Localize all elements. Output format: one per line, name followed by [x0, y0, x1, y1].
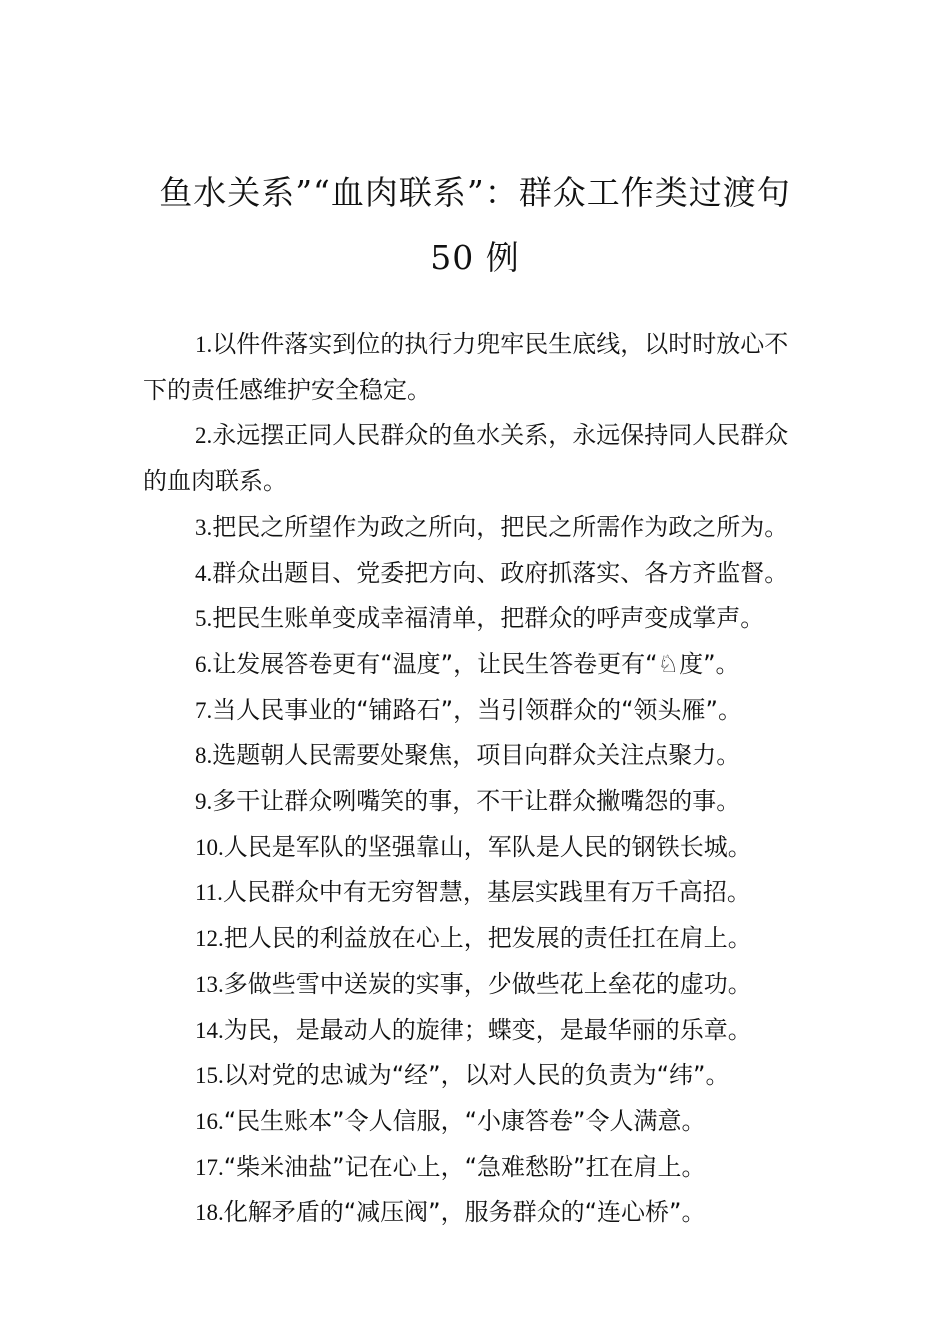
list-item — [143, 1190, 805, 1236]
item-text: “民生账本”令人信服，“小康答卷”令人满意。 — [223, 1106, 706, 1135]
item-text: 人民群众中有无穷智慧，基层实践里有万千高招。 — [222, 878, 751, 907]
sentence-list — [143, 322, 805, 1236]
item-number: 16. — [195, 1108, 224, 1134]
item-text: 群众出题目、党委把方向、政府抓落实、各方齐监督。 — [212, 558, 789, 587]
list-item — [143, 1099, 805, 1145]
list-item — [143, 1053, 805, 1099]
list-item — [143, 596, 805, 642]
item-number: 9. — [195, 789, 213, 815]
list-item — [143, 825, 805, 871]
item-number: 13. — [195, 971, 224, 997]
item-text: 以件件落实到位的执行力兜牢民生底线，以时时放心不下的责任感维护安全稳定。 — [143, 330, 789, 404]
item-text: 把民之所望作为政之所向，把民之所需作为政之所为。 — [212, 512, 789, 541]
item-text: 选题朝人民需要处聚焦，项目向群众关注点聚力。 — [212, 741, 741, 770]
item-number: 3. — [195, 514, 213, 540]
item-text: 多做些雪中送炭的实事，少做些花上垒花的虚功。 — [223, 969, 752, 998]
title-line-2: 50 例 — [430, 238, 520, 277]
list-item — [143, 642, 805, 688]
list-item — [143, 870, 805, 916]
document-title — [140, 160, 810, 290]
item-text: 把民生账单变成幸福清单，把群众的呼声变成掌声。 — [212, 604, 765, 633]
item-text: 把人民的利益放在心上，把发展的责任扛在肩上。 — [223, 924, 752, 953]
item-text: 人民是军队的坚强靠山，军队是人民的钢铁长城。 — [223, 832, 752, 861]
item-number: 7. — [195, 697, 213, 723]
item-number: 11. — [195, 880, 223, 906]
list-item — [143, 413, 805, 504]
list-item — [143, 779, 805, 825]
item-text: 为民，是最动人的旋律；蝶变，是最华丽的乐章。 — [223, 1015, 752, 1044]
list-item — [143, 505, 805, 551]
list-item — [143, 551, 805, 597]
item-number: 2. — [195, 423, 213, 449]
item-number: 12. — [195, 926, 224, 952]
item-text: 让发展答卷更有“温度”，让民生答卷更有“♘度”。 — [212, 649, 740, 678]
item-text: 化解矛盾的“减压阀”，服务群众的“连心桥”。 — [223, 1198, 706, 1227]
list-item — [143, 1145, 805, 1191]
item-number: 8. — [195, 743, 213, 769]
item-number: 18. — [195, 1200, 224, 1226]
item-text: 永远摆正同人民群众的鱼水关系，永远保持同人民群众的血肉联系。 — [143, 421, 789, 496]
item-number: 5. — [195, 606, 213, 632]
item-text: 多干让群众咧嘴笑的事，不干让群众撇嘴怨的事。 — [212, 787, 741, 816]
item-number: 10. — [195, 834, 224, 860]
title-line-1: 鱼水关系”“血肉联系”：群众工作类过渡句 — [159, 173, 791, 212]
item-number: 15. — [195, 1063, 224, 1089]
list-item — [143, 1008, 805, 1054]
item-text: 当人民事业的“铺路石”，当引领群众的“领头雁”。 — [212, 695, 742, 724]
item-number: 14. — [195, 1017, 224, 1043]
list-item — [143, 688, 805, 734]
item-number: 1. — [195, 332, 213, 357]
item-text: 以对党的忠诚为“经”，以对人民的负责为“纬”。 — [223, 1061, 730, 1090]
list-item — [143, 916, 805, 962]
item-number: 6. — [195, 651, 213, 677]
item-text: “柴米油盐”记在心上，“急难愁盼”扛在肩上。 — [223, 1152, 706, 1181]
list-item — [143, 322, 805, 413]
item-number: 17. — [195, 1154, 224, 1180]
list-item — [143, 733, 805, 779]
list-item — [143, 962, 805, 1008]
item-number: 4. — [195, 560, 213, 586]
